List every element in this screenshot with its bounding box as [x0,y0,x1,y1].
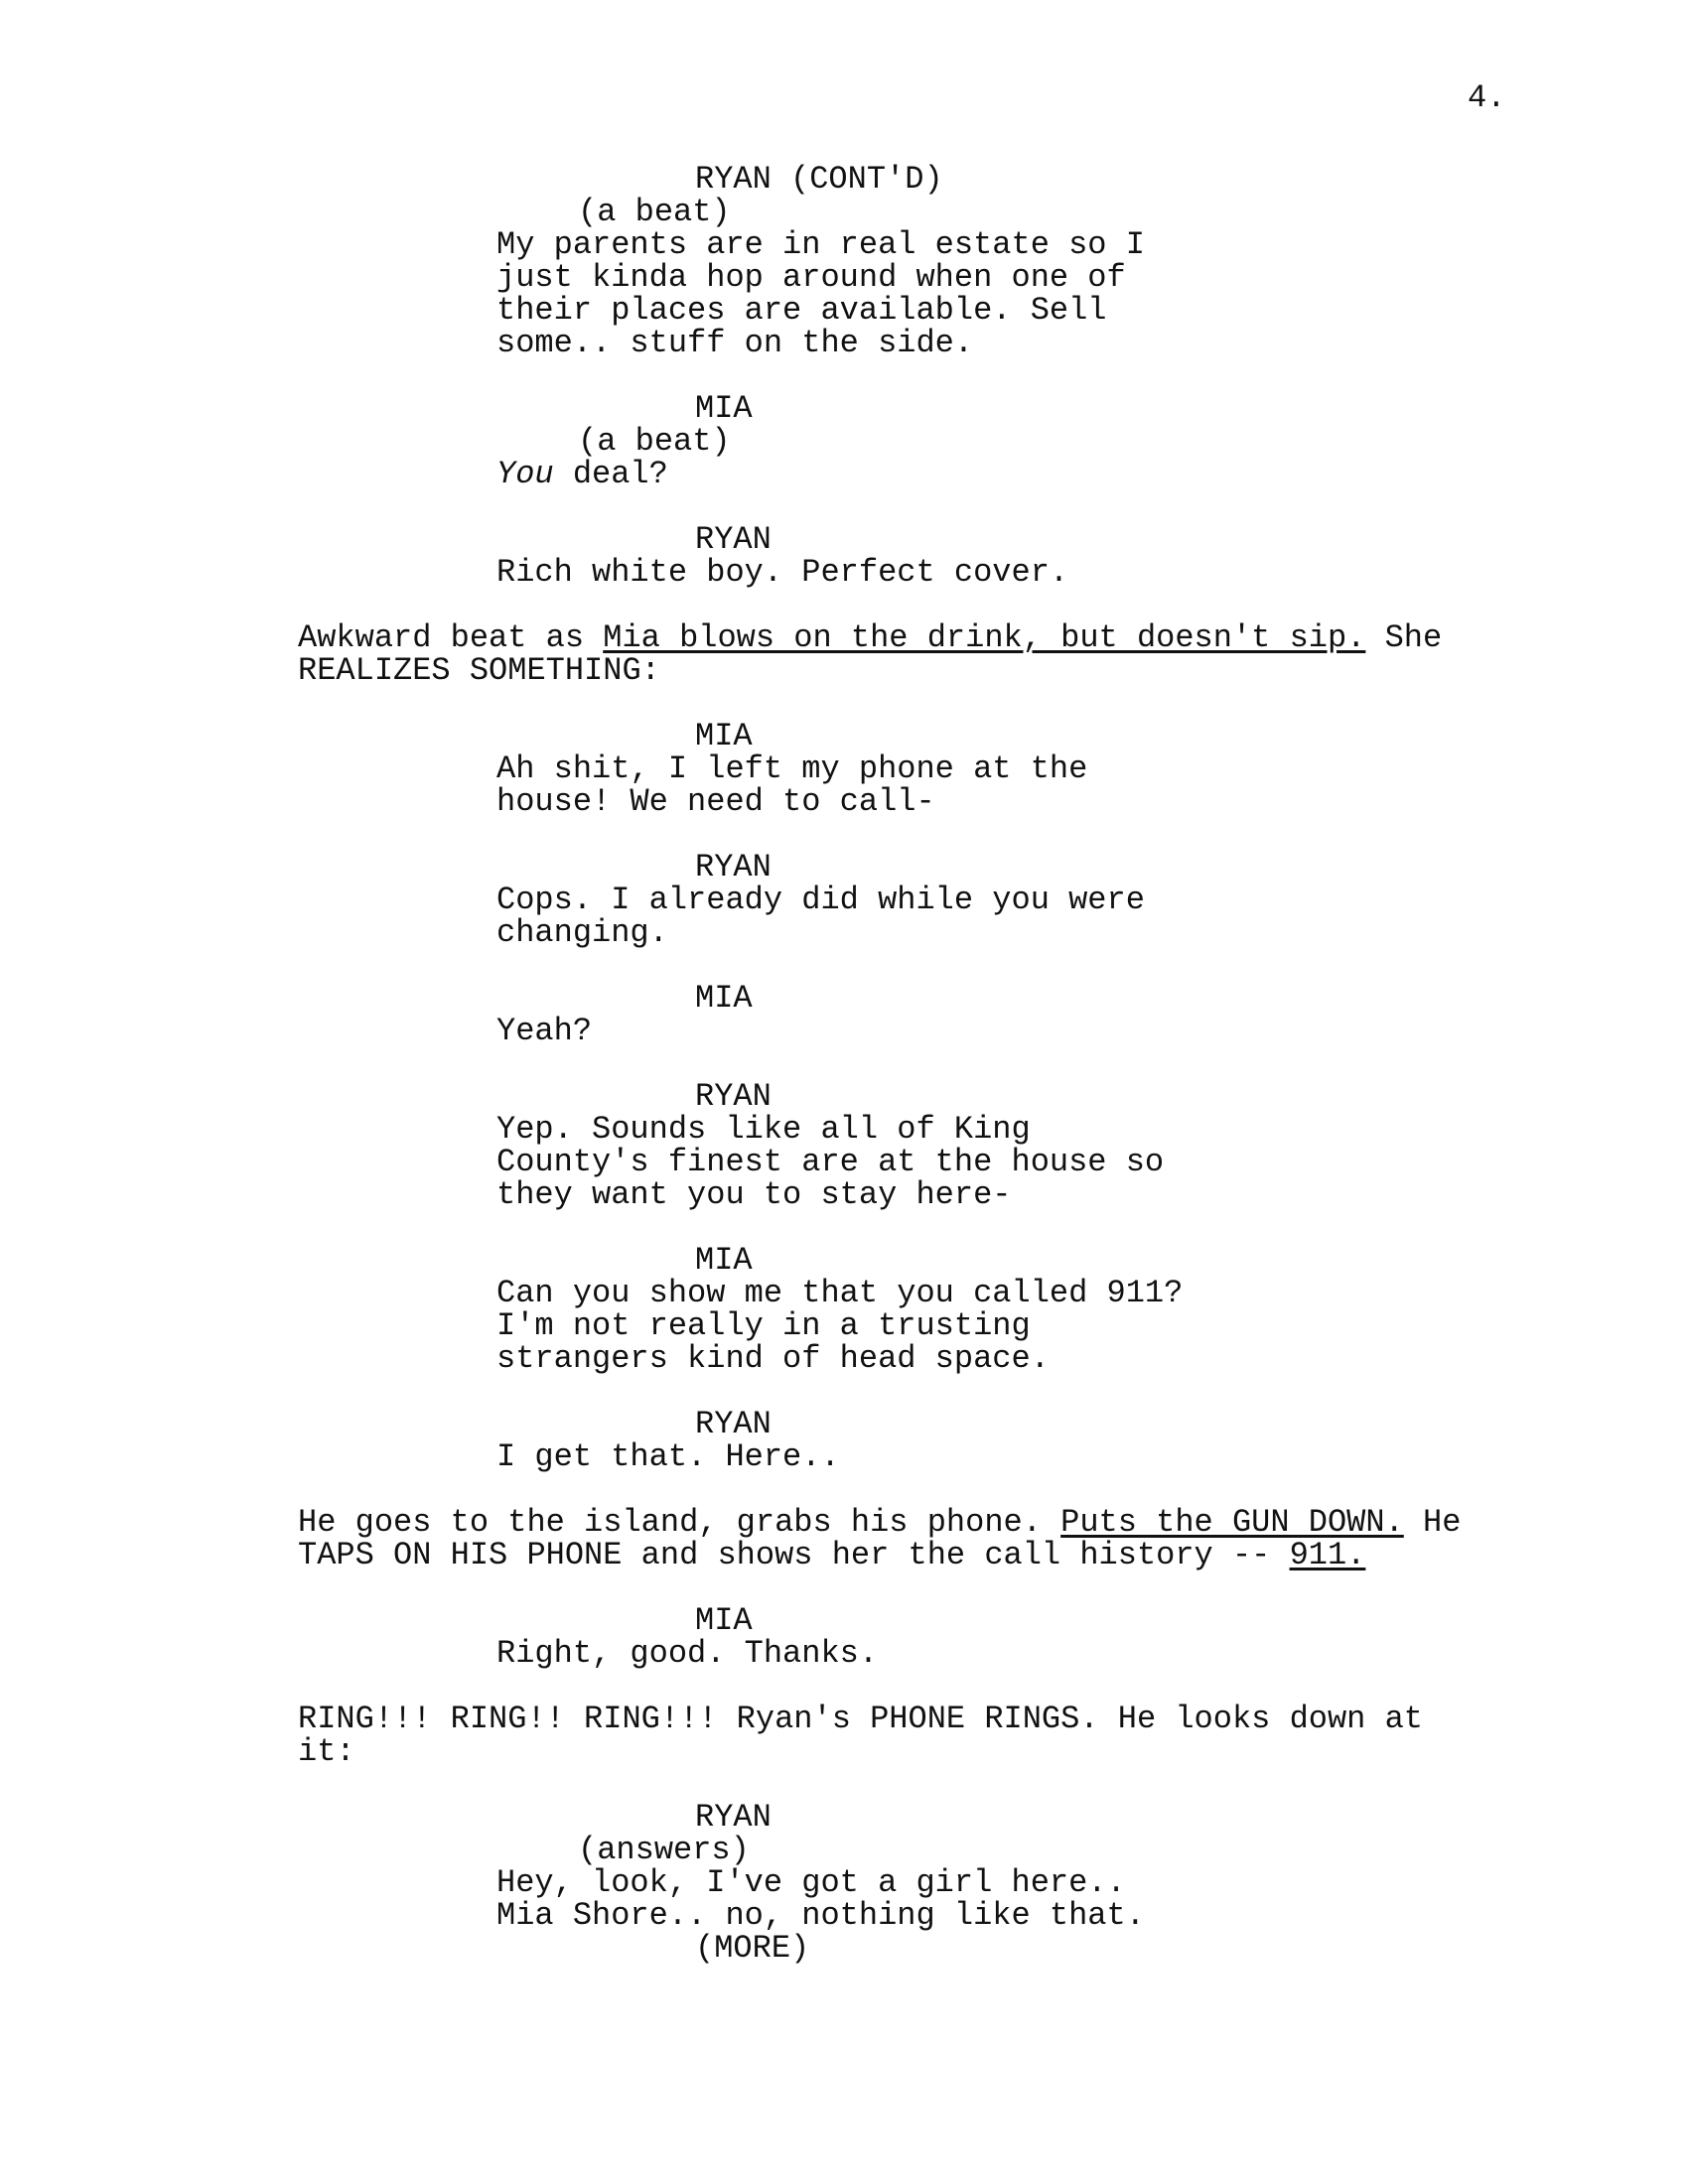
action-line: RING!!! RING!! RING!!! Ryan's PHONE RINGS. He looks down at [298,1701,1423,1737]
character-name: MIA [695,1242,753,1279]
action-text: He goes to the island, grabs his phone. [298,1504,1061,1541]
dialogue-line: Mia Shore.. no, nothing like that. [496,1897,1145,1934]
character-name: RYAN [695,1078,772,1115]
more-continuation: (MORE) [695,1930,810,1967]
character-name: RYAN [695,1406,772,1442]
action-text: Awkward beat as [298,619,604,656]
character-name: MIA [695,1602,753,1639]
dialogue-line: their places are available. Sell [496,292,1107,329]
action-text: She [1365,619,1443,656]
underlined-action: Puts the GUN DOWN. [1060,1504,1404,1541]
dialogue-text: deal? [553,456,668,492]
character-name: MIA [695,390,753,427]
character-name: RYAN [695,1799,772,1836]
dialogue-line [496,458,668,490]
dialogue-line: Rich white boy. Perfect cover. [496,554,1069,591]
character-name: MIA [695,718,753,754]
parenthetical: (a beat) [578,423,731,460]
dialogue-line: I'm not really in a trusting [496,1307,1031,1344]
dialogue-line: changing. [496,914,668,951]
action-text: TAPS ON HIS PHONE and shows her the call history -- [298,1537,1290,1573]
action-line: it: [298,1733,355,1770]
parenthetical: (a beat) [578,194,731,230]
underlined-action: Mia blows on the drink, but doesn't sip. [603,619,1366,656]
character-name: RYAN [695,849,772,886]
dialogue-line: Cops. I already did while you were [496,882,1145,918]
dialogue-line: Ah shit, I left my phone at the [496,751,1088,787]
action-line [298,1506,1461,1539]
dialogue-line: Hey, look, I've got a girl here.. [496,1864,1126,1901]
emphasis-text: You [496,456,554,492]
character-name: RYAN [695,521,772,558]
dialogue-line: I get that. Here.. [496,1438,840,1475]
action-line [298,621,1442,654]
parenthetical: (answers) [578,1832,750,1868]
dialogue-line: Right, good. Thanks. [496,1635,879,1672]
dialogue-line: house! We need to call- [496,783,935,820]
dialogue-line: County's finest are at the house so [496,1144,1165,1180]
action-text: He [1403,1504,1462,1541]
page-number: 4. [1468,79,1506,116]
dialogue-line: strangers kind of head space. [496,1340,1050,1377]
character-name: MIA [695,980,753,1017]
dialogue-line: Yeah? [496,1013,593,1049]
action-line: REALIZES SOMETHING: [298,652,660,689]
dialogue-line: Can you show me that you called 911? [496,1275,1184,1311]
dialogue-line: just kinda hop around when one of [496,259,1126,296]
dialogue-line: some.. stuff on the side. [496,325,974,361]
action-line [298,1539,1365,1571]
dialogue-line: they want you to stay here- [496,1176,1012,1213]
dialogue-line: My parents are in real estate so I [496,226,1145,263]
character-name: RYAN (CONT'D) [695,161,943,198]
dialogue-line: Yep. Sounds like all of King [496,1111,1031,1148]
underlined-action: 911. [1289,1537,1366,1573]
